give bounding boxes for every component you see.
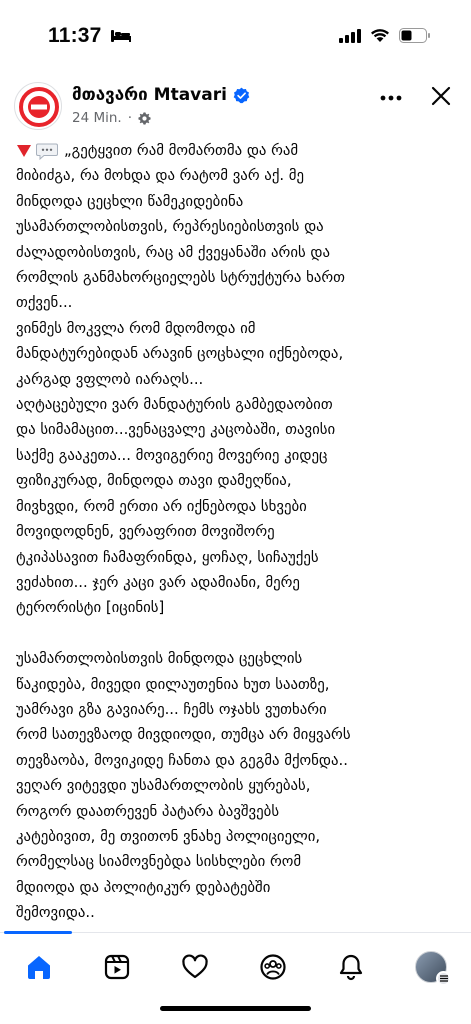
profile-avatar: [415, 951, 447, 983]
page-name-text[interactable]: მთავარი Mtavari: [72, 85, 227, 105]
paragraph-gap: [16, 621, 458, 646]
post-meta: [72, 110, 151, 126]
status-bar: [0, 0, 471, 70]
sleep-mode-icon: [110, 29, 132, 43]
menu-badge-icon: [436, 971, 451, 986]
gear-icon: [138, 112, 151, 125]
home-indicator-bar: [160, 1006, 311, 1011]
paragraph-text: „გეტყვით რამ მომართმა და რამ მიბიძგა, რა მოხდა და რატომ ვარ აქ. მე მინდოდა ცეცხლი წამეკიდებინა უსამართლობისთვის, რეპრესიებისთვის და ძალადობისთვის, რაც ამ ქვეყანაში არის და რომლის განმახორციელებს სტრუქტურა ხართ თქვენ... ვინმეს მოკვლა რომ მდომოდა იმ მანდატურებიდან არავინ ცოცხალი იქნებოდა, კარგად ვფლობ იარაღს... აღტაცებული ვარ მანდატურის გამბედაობით და სიმამაცით...ვენაცვალე კაცობაში, თავისი საქმე გააკეთა... მოვიგერიე მოვერიე კიდეც ფიზიკურად, მინდოდა თავი დამეღწია, მივხვდი, რომ ერთი არ იქნებოდა სხვები მოვიდოდნენ, ვერაფრით მოვიშორე ტკიპასავით ჩამაფრინდა, ყოჩაღ, სიჩაუქეს ვეძახით... ჯერ კაცი ვარ ადამიანი, მერე ტერორისტი [იცინის]: [16, 142, 345, 617]
video-icon: [103, 953, 131, 981]
heart-icon: [181, 953, 209, 981]
status-indicators: [339, 28, 431, 43]
red-triangle-down-icon: [16, 144, 32, 158]
nav-dating[interactable]: [170, 947, 220, 987]
nav-groups[interactable]: [248, 947, 298, 987]
speech-bubble-icon: [36, 142, 58, 160]
mtavari-logo-icon: [15, 83, 63, 131]
meta-dot: ·: [127, 110, 133, 126]
nav-profile[interactable]: [406, 947, 456, 987]
groups-icon: [259, 953, 287, 981]
more-options-button[interactable]: [375, 84, 407, 112]
post-paragraph-2: უსამართლობისთვის მინდოდა ცეცხლის წაკიდება, მივედი დილაუთენია ხუთ საათზე, უამრავი გზა გავიარე... ჩემს ოჯახს ვუთხარი რომ სათევზაოდ მივდიოდი, თუმცა არ მიყვარს თევზაობა, მოვიკიდე ჩანთა და გეგმა მქონდა.. ვეღარ ვიტევდი უსამართლობის ყურებას, როგორ დაათრევენ პატარა ბავშვებს კატებივით, მე თვითონ ვნახე პოლიციელი, რომელსაც სიამოვნებდა სისხლები რომ მდიოდა და პოლიტიკურ დებატებში შემოვიდა..: [16, 650, 351, 922]
home-icon: [25, 953, 53, 981]
page-name[interactable]: [72, 85, 250, 105]
battery-icon: [399, 28, 431, 43]
nav-home[interactable]: [14, 947, 64, 987]
more-dots-icon: [380, 95, 402, 101]
wifi-icon: [370, 28, 390, 43]
verified-badge-icon: [233, 87, 250, 104]
post-header: [0, 76, 471, 140]
status-time: [48, 24, 132, 48]
active-tab-indicator: [4, 931, 72, 934]
page-avatar[interactable]: [14, 82, 62, 130]
clock-text: 11:37: [48, 24, 102, 47]
emoji-prefix: [16, 142, 58, 160]
bell-icon: [337, 953, 365, 981]
post-text: [16, 138, 458, 932]
close-button[interactable]: [425, 80, 457, 112]
post-timestamp[interactable]: 24 Min.: [72, 110, 122, 126]
cellular-signal-icon: [339, 29, 361, 43]
post-paragraph-1: [16, 138, 458, 621]
nav-notifications[interactable]: [326, 947, 376, 987]
nav-video[interactable]: [92, 947, 142, 987]
close-icon: [431, 86, 451, 106]
